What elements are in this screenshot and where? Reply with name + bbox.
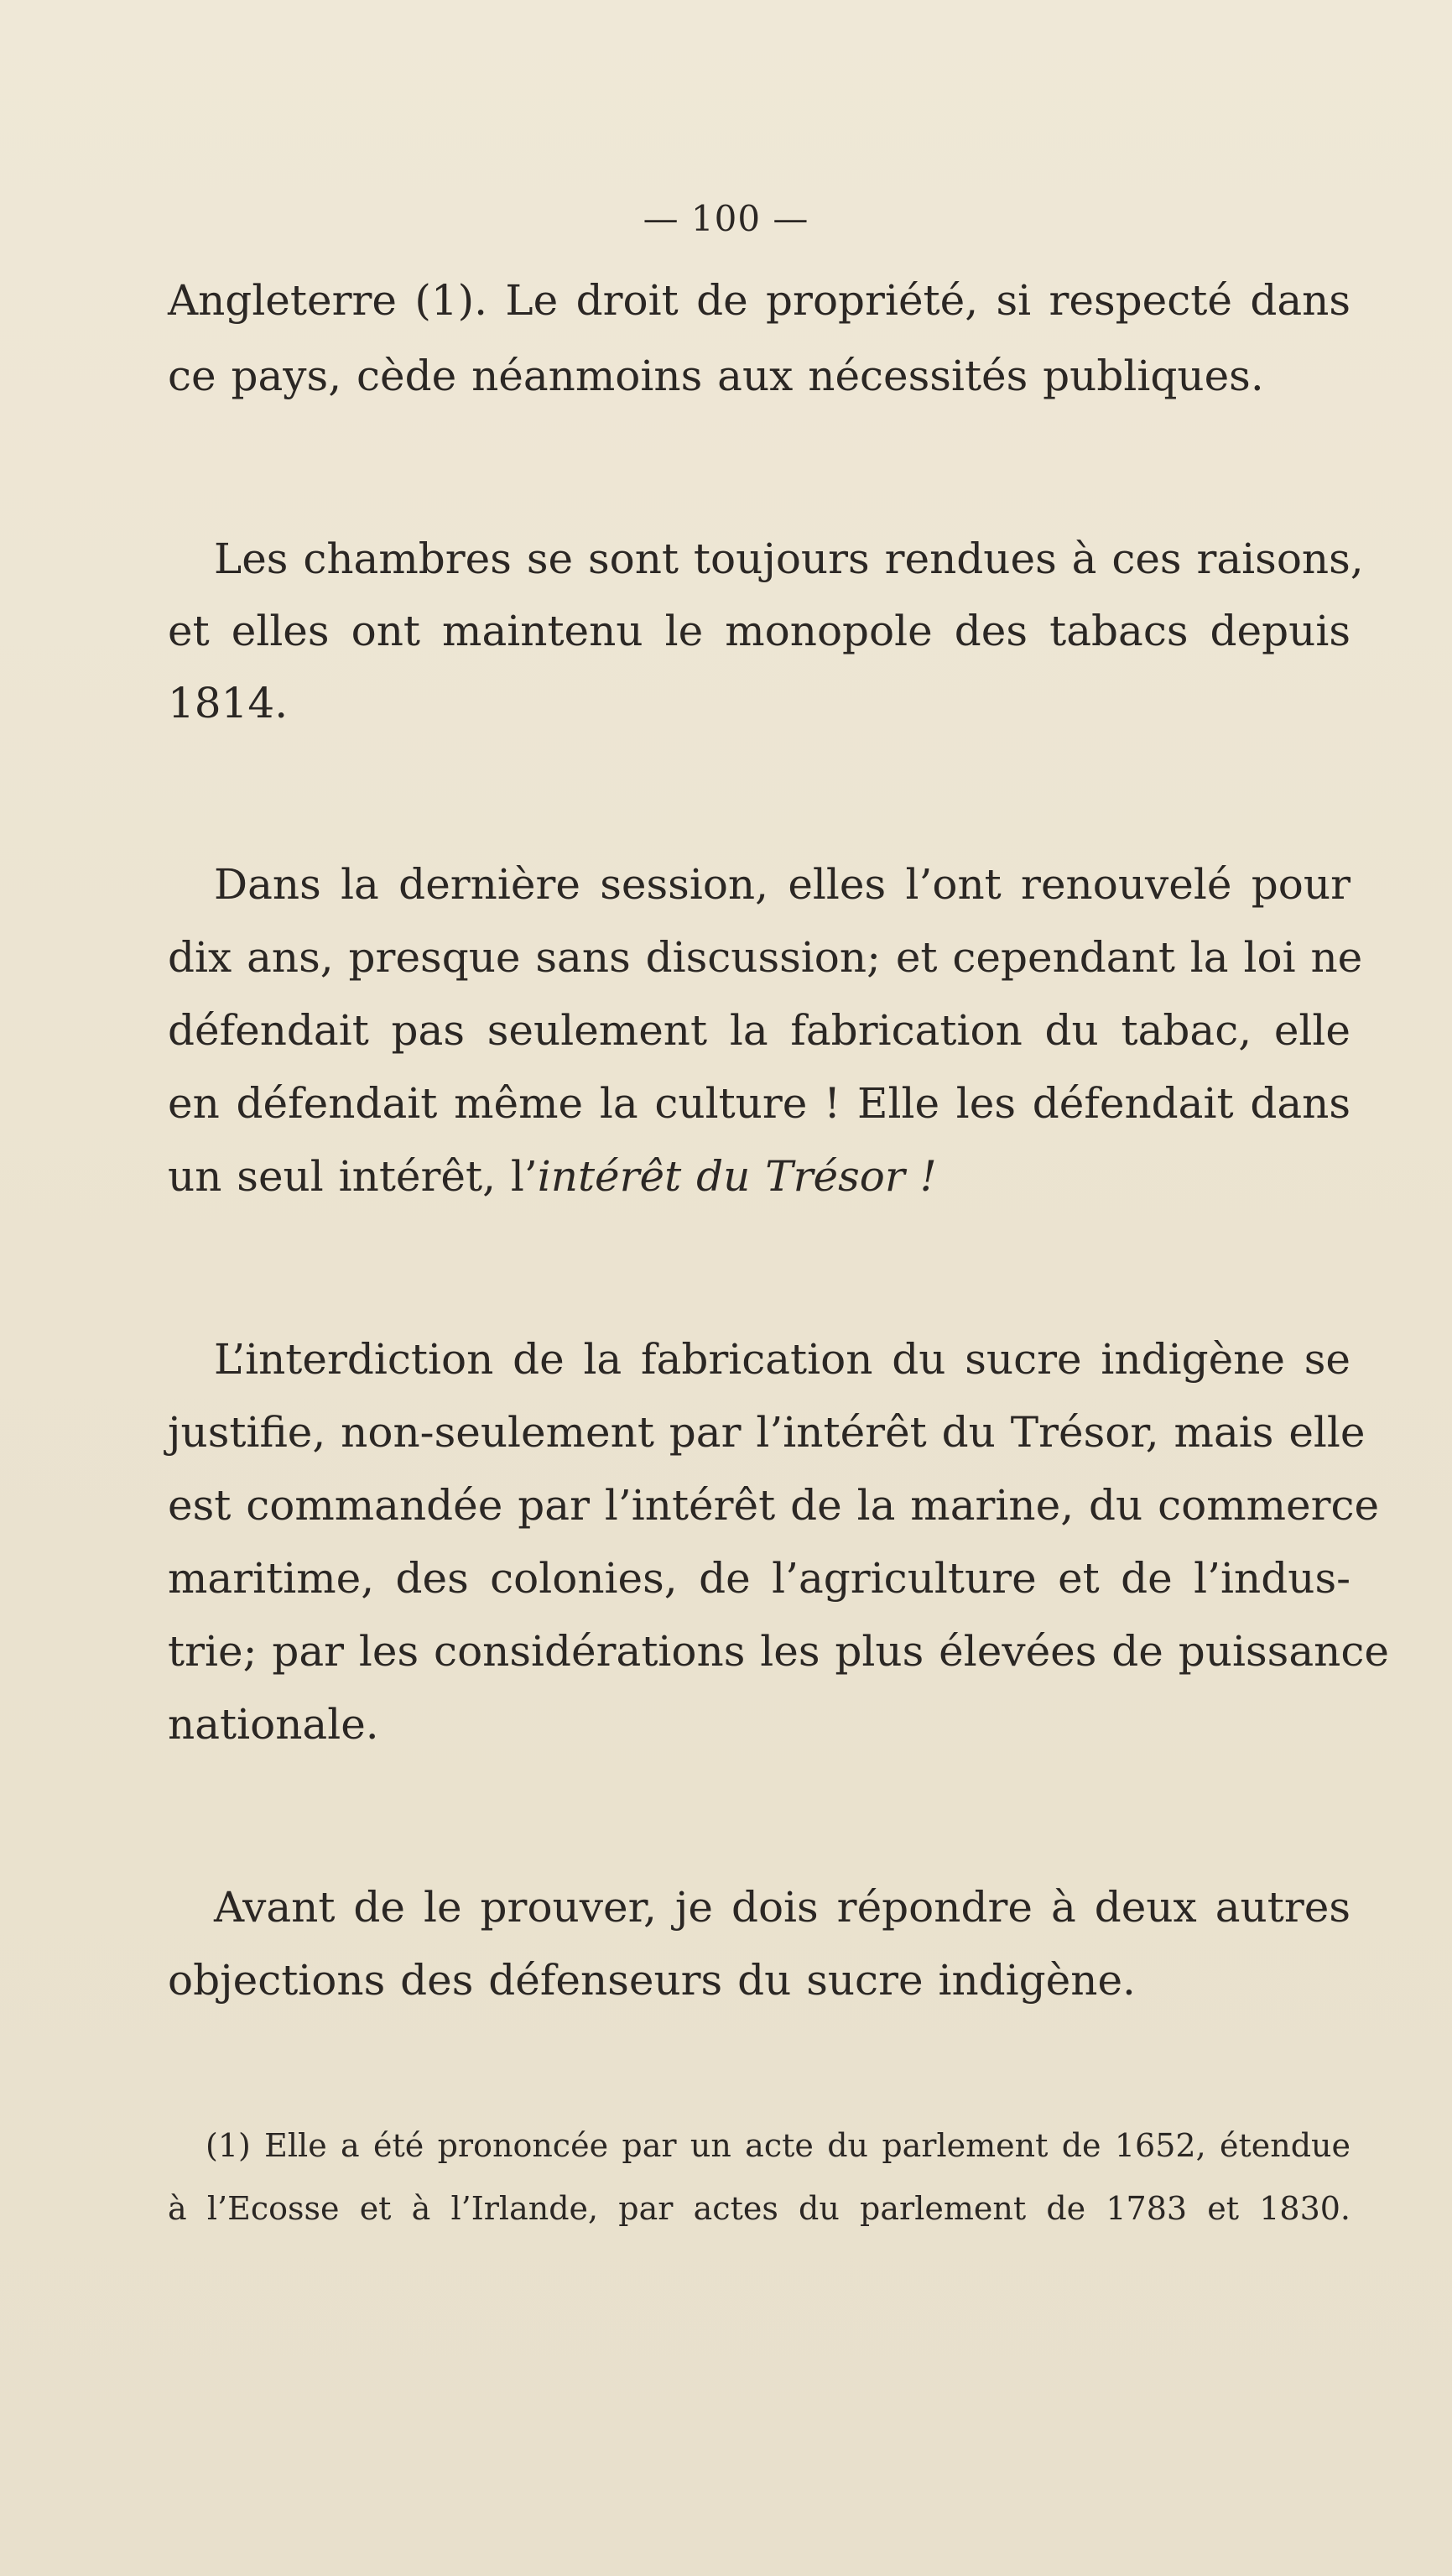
text-line: 1814. bbox=[168, 679, 289, 727]
text-line: justifie, non-seulement par l’intérêt du Trésor, mais elle bbox=[168, 1408, 1366, 1457]
text-line: L’interdiction de la fabrication du sucre indigène se bbox=[214, 1335, 1351, 1384]
text-line: Dans la dernière session, elles l’ont renouvelé pour bbox=[214, 860, 1351, 909]
footnote-line: (1) Elle a été prononcée par un acte du parlement de 1652, étendue bbox=[206, 2127, 1351, 2164]
text-line: défendait pas seulement la fabrication du tabac, elle bbox=[168, 1006, 1351, 1055]
text-segment: un seul intérêt, l’ bbox=[168, 1152, 538, 1201]
text-line: nationale. bbox=[168, 1700, 379, 1749]
text-line: Les chambres se sont toujours rendues à ces raisons, bbox=[214, 534, 1364, 583]
page-number: — 100 — bbox=[643, 198, 809, 239]
text-line: objections des défenseurs du sucre indigène. bbox=[168, 1956, 1136, 2005]
footnote-line: à l’Ecosse et à l’Irlande, par actes du parlement de 1783 et 1830. bbox=[168, 2190, 1351, 2227]
text-line: maritime, des colonies, de l’agriculture et de l’indus- bbox=[168, 1554, 1351, 1603]
text-line: et elles ont maintenu le monopole des tabacs depuis bbox=[168, 607, 1351, 655]
text-line: trie; par les considérations les plus élevées de puissance bbox=[168, 1627, 1389, 1676]
text-line: dix ans, presque sans discussion; et cependant la loi ne bbox=[168, 933, 1363, 982]
text-line: Angleterre (1). Le droit de propriété, si respecté dans bbox=[168, 276, 1351, 325]
italic-phrase: intérêt du Trésor ! bbox=[537, 1152, 937, 1201]
text-line: en défendait même la culture ! Elle les défendait dans bbox=[168, 1079, 1351, 1128]
text-line: Avant de le prouver, je dois répondre à deux autres bbox=[214, 1883, 1351, 1932]
text-line: est commandée par l’intérêt de la marine, du commerce bbox=[168, 1481, 1380, 1530]
text-line: ce pays, cède néanmoins aux nécessités publiques. bbox=[168, 352, 1264, 400]
text-line bbox=[168, 1151, 1351, 1202]
